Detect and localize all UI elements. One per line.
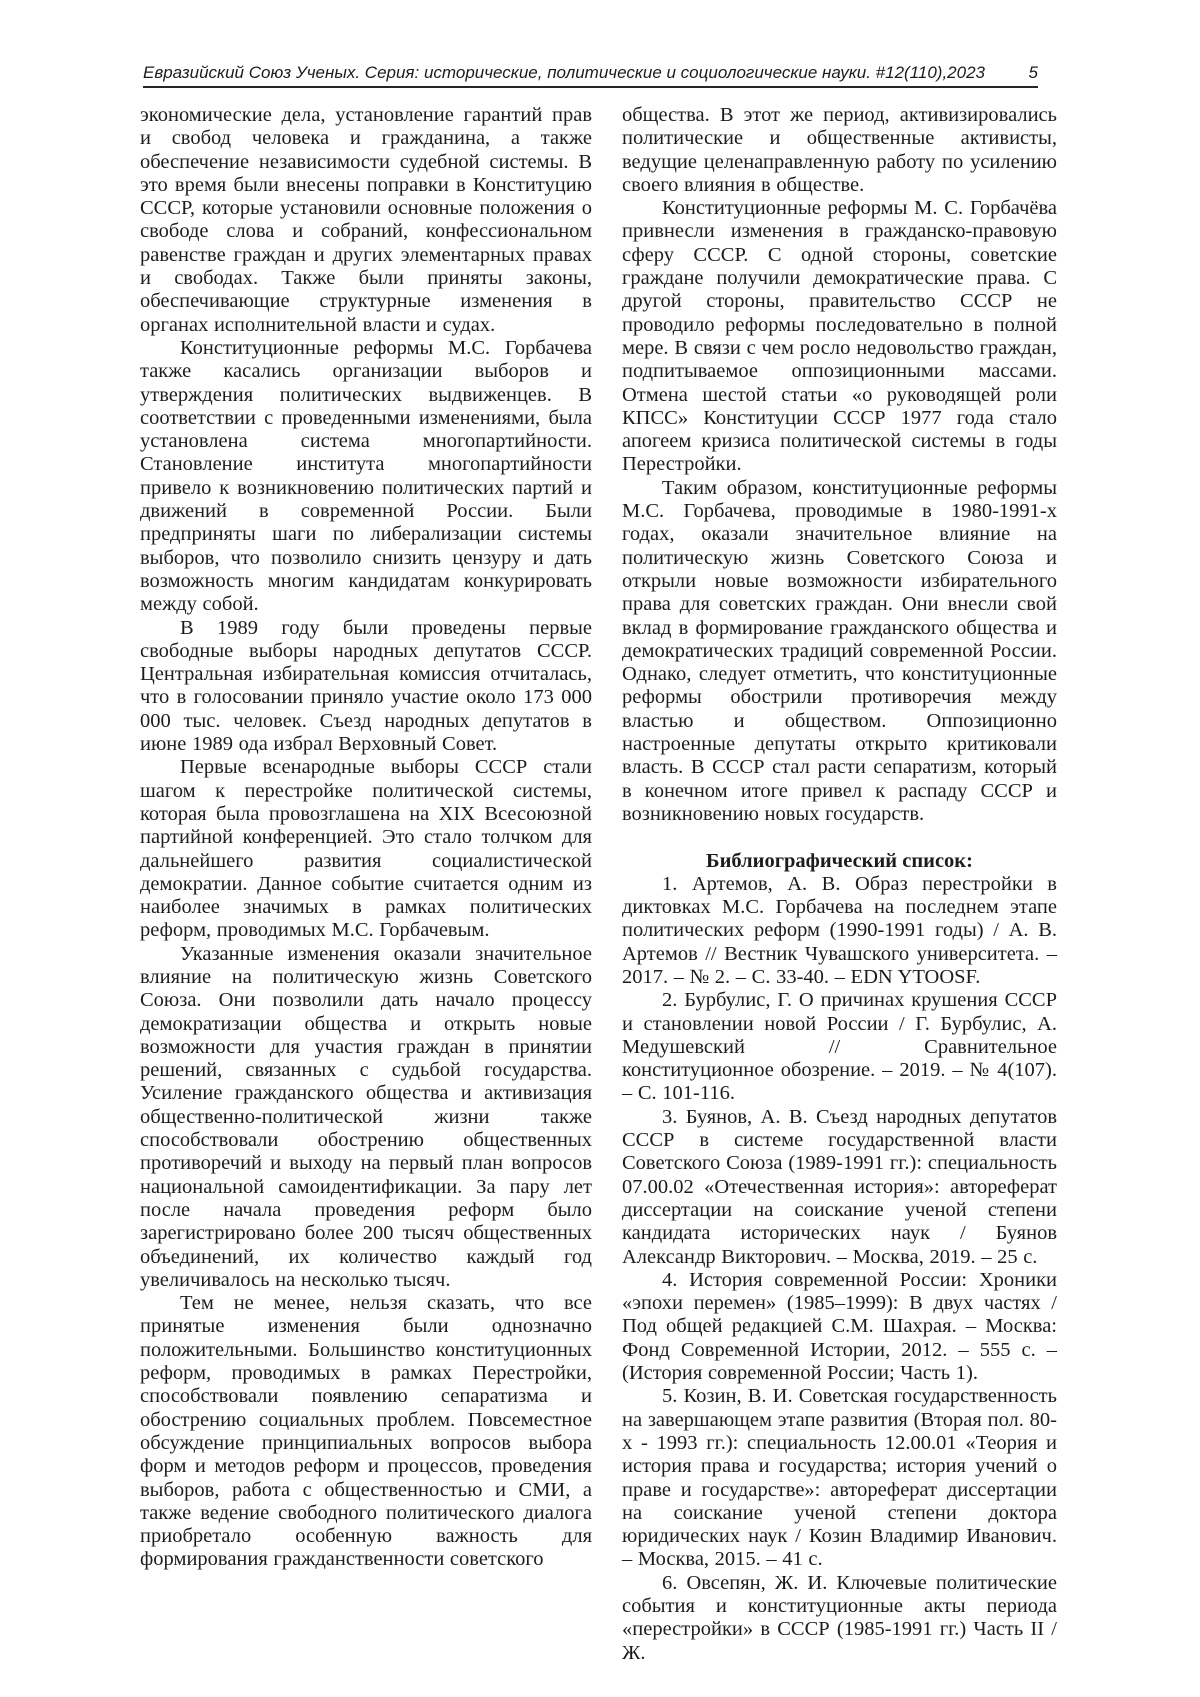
paragraph: Указанные изменения оказали значительное влияние на политическую жизнь Советского Союза. Они позволили дать начало процессу демократизации общества и открыть новые возможности для участия граждан в принятии решений, связанных с судьбой государства. Усиление гражданского общества и активизация общественно-политической жизни также способствовали обострению общественных противоречий и выходу на первый план вопросов национальной самоидентификации. За пару лет после начала проведения реформ было зарегистрировано более 200 тысяч общественных объединений, их количество каждый год увеличивалось на несколько тысяч. [140,942,592,1291]
paragraph-continuation: общества. В этот же период, активизировались политические и общественные активисты, ведущие целенаправленную работу по усилению своего влияния в обществе. [622,104,1057,196]
left-column [140,104,592,1665]
reference-item: 3. Буянов, А. В. Съезд народных депутатов СССР в системе государственной власти Советского Союза (1989-1991 гг.): специальность 07.00.02 «Отечественная история»: автореферат диссертации на соискание ученой степени кандидата исторических наук / Буянов Александр Викторович. – Москва, 2019. – 25 с. [622,1105,1057,1268]
journal-title: Евразийский Союз Ученых. Серия: исторические, политические и социологические науки. #12(110),2023 [143,63,985,82]
paragraph: Тем не менее, нельзя сказать, что все принятые изменения были однозначно положительными. Большинство конституционных реформ, проводимых в рамках Перестройки, способствовали появлению сепаратизма и обострению социальных проблем. Повсеместное обсуждение принципиальных вопросов выбора форм и методов реформ и процессов, проведения выборов, работа с общественностью и СМИ, а также ведение свободного политического диалога приобретало особенную важность для формирования гражданственности советского [140,1292,592,1571]
paragraph: Первые всенародные выборы СССР стали шагом к перестройке политической системы, которая была провозглашена на XIX Всесоюзной партийной конференцией. Это стало толчком для дальнейшего развития социалистической демократии. Данное событие считается одним из наиболее значимых в рамках политических реформ, проводимых М.С. Горбачевым. [140,756,592,942]
right-column [622,104,1057,1665]
reference-item: 1. Артемов, А. В. Образ перестройки в диктовках М.С. Горбачева на последнем этапе политических реформ (1990-1991 годы) / А. В. Артемов // Вестник Чувашского университета. – 2017. – № 2. – С. 33-40. – EDN YTOOSF. [622,872,1057,988]
reference-item: 4. История современной России: Хроники «эпохи перемен» (1985–1999): В двух частях / Под общей редакцией С.М. Шахрая. – Москва: Фонд Современной Истории, 2012. – 555 с. – (История современной России; Часть 1). [622,1268,1057,1385]
reference-item: 2. Бурбулис, Г. О причинах крушения СССР и становлении новой России / Г. Бурбулис, А. Медушевский // Сравнительное конституционное обозрение. – 2019. – № 4(107). – С. 101-116. [622,989,1057,1105]
paragraph: Конституционные реформы М.С. Горбачева также касались организации выборов и утверждения политических выдвиженцев. В соответствии с проведенными изменениями, была установлена система многопартийности. Становление института многопартийности привело к возникновению политических партий и движений в современной России. Были предприняты шаги по либерализации системы выборов, что позволило снизить цензуру и дать возможность многим кандидатам конкурировать между собой. [140,336,592,616]
paragraph: Таким образом, конституционные реформы М.С. Горбачева, проводимые в 1980-1991-х годах, оказали значительное влияние на политическую жизнь Советского Союза и открыли новые возможности избирательного права для советских граждан. Они внесли свой вклад в формирование гражданского общества и демократических традиций современной России. Однако, следует отметить, что конституционные реформы обострили противоречия между властью и обществом. Оппозиционно настроенные депутаты открыто критиковали власть. В СССР стал расти сепаратизм, который в конечном итоге привел к распаду СССР и возникновению новых государств. [622,476,1057,825]
page-header [143,62,1038,88]
page-number: 5 [1028,63,1038,82]
bibliography-heading: Библиографический список: [706,849,973,872]
reference-item: 5. Козин, В. И. Советская государственность на завершающем этапе развития (Вторая пол. 80-х - 1993 гг.): специальность 12.00.01 «Теория и история права и государства; история учений о праве и государстве»: автореферат диссертации на соискание ученой степени доктора юридических наук / Козин Владимир Иванович. – Москва, 2015. – 41 с. [622,1385,1057,1571]
article-body [140,104,1057,1665]
paragraph: Конституционные реформы М. С. Горбачёва привнесли изменения в гражданско-правовую сферу СССР. С одной стороны, советские граждане получили демократические права. С другой стороны, правительство СССР не проводило реформы последовательно в полной мере. В связи с чем росло недовольство граждан, подпитываемое оппозиционными массами. Отмена шестой статьи «о руководящей роли КПСС» Конституции СССР 1977 года стало апогеем кризиса политической системы в годы Перестройки. [622,197,1057,476]
reference-item: 6. Овсепян, Ж. И. Ключевые политические события и конституционные акты периода «перестройки» в СССР (1985-1991 гг.) Часть II / Ж. [622,1571,1057,1664]
paragraph-continuation: экономические дела, установление гарантий прав и свобод человека и гражданина, а также обеспечение независимости судебной системы. В это время были внесены поправки в Конституцию СССР, которые установили основные положения о свободе слова и собраний, конфессиональном равенстве граждан и других элементарных правах и свободах. Также были приняты законы, обеспечивающие структурные изменения в органах исполнительной власти и судах. [140,104,592,336]
paragraph: В 1989 году были проведены первые свободные выборы народных депутатов СССР. Центральная избирательная комиссия отчиталась, что в голосовании приняло участие около 173 000 000 тыс. человек. Съезд народных депутатов в июне 1989 ода избрал Верховный Совет. [140,616,592,756]
